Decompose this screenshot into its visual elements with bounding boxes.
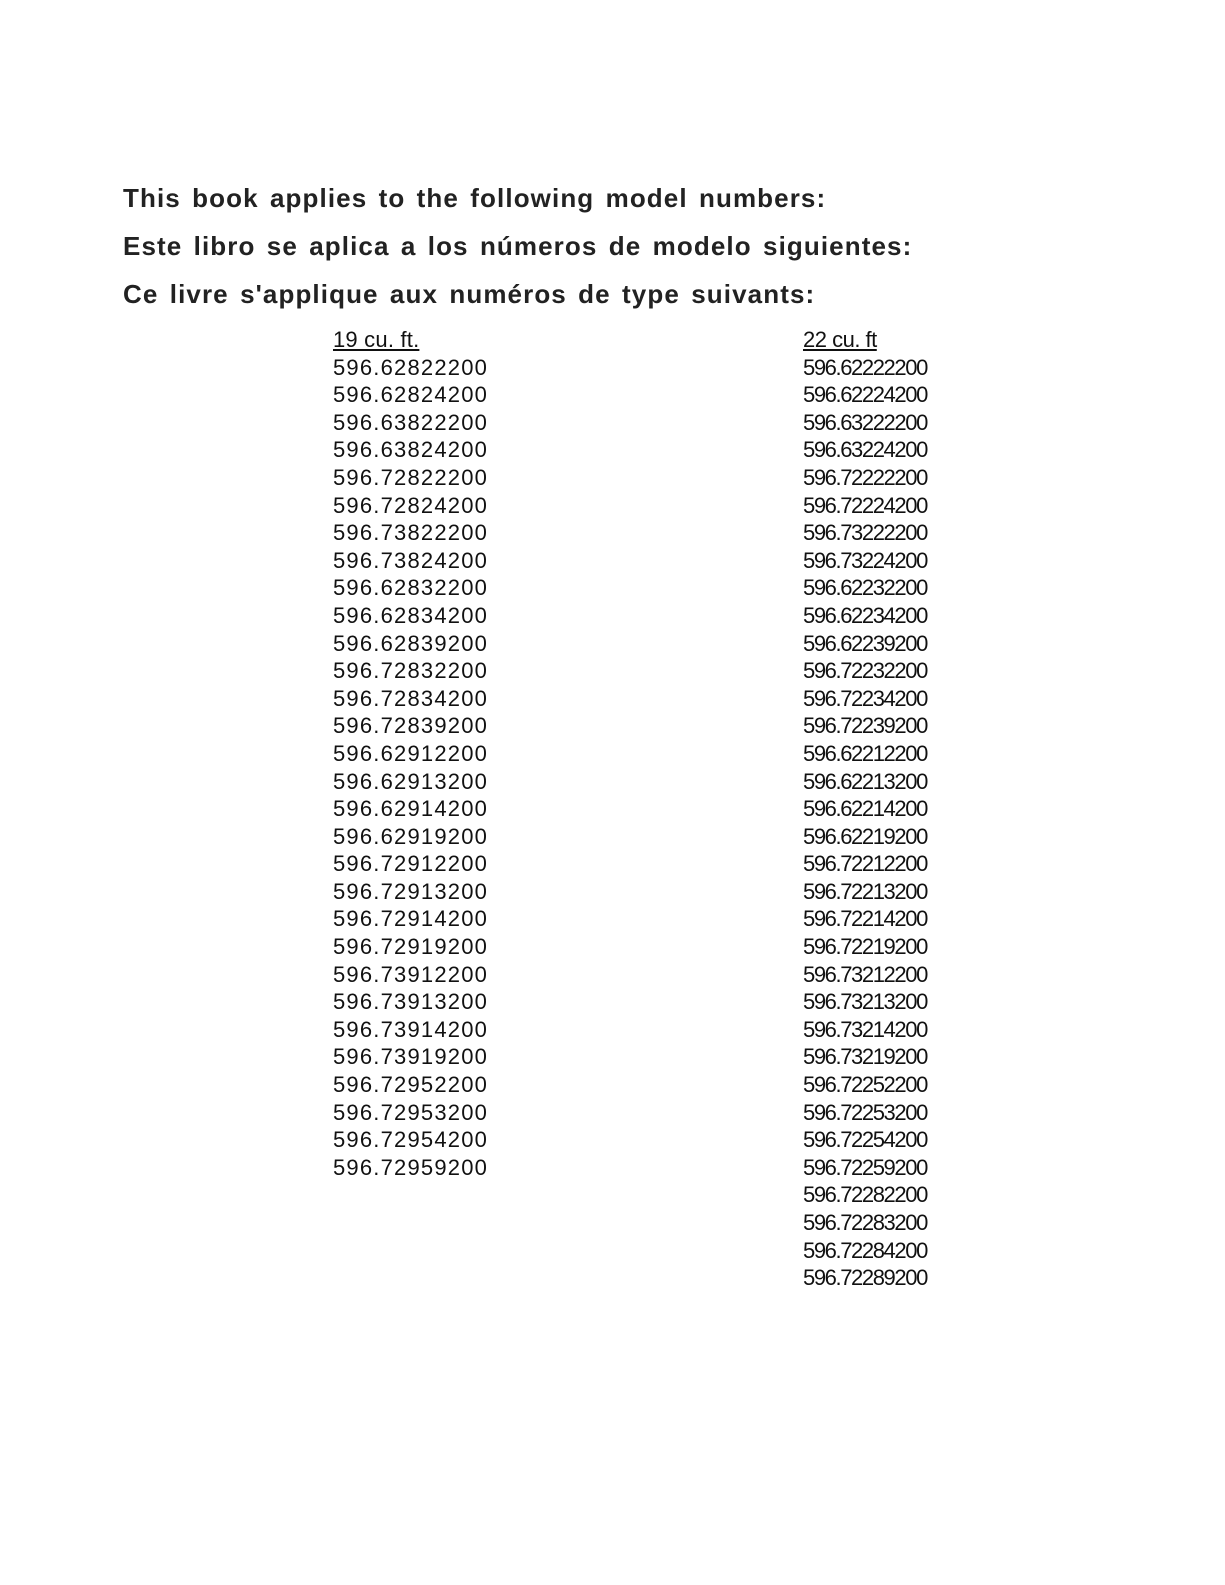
model-number: 596.62832200 (333, 575, 489, 601)
model-number: 596.62234200 (803, 602, 927, 628)
model-number: 596.73912200 (333, 961, 489, 987)
model-number: 596.72953200 (333, 1099, 489, 1125)
model-number: 596.73213200 (803, 989, 927, 1015)
model-number: 596.72289200 (803, 1265, 927, 1291)
model-number: 596.72224200 (803, 492, 927, 518)
model-number: 596.72212200 (803, 851, 927, 877)
model-number: 596.72283200 (803, 1210, 927, 1235)
model-list-22-cu-ft (803, 354, 1043, 1292)
model-number: 596.62914200 (333, 796, 489, 822)
model-number: 596.72222200 (803, 464, 927, 490)
model-number: 596.72912200 (333, 851, 489, 877)
model-number: 596.62822200 (333, 354, 489, 380)
column-heading-19-cu-ft: 19 cu. ft. (333, 327, 420, 352)
model-number: 596.73219200 (803, 1044, 927, 1070)
model-number: 596.72952200 (333, 1072, 489, 1098)
model-number: 596.73822200 (333, 520, 489, 546)
column-heading-22-cu-ft: 22 cu. ft (803, 327, 877, 352)
model-number: 596.62913200 (333, 768, 489, 794)
model-number: 596.72824200 (333, 492, 489, 518)
model-number: 596.72259200 (803, 1154, 927, 1180)
model-list-19-cu-ft (333, 354, 573, 1182)
model-number: 596.73212200 (803, 961, 927, 987)
model-number: 596.62239200 (803, 630, 927, 656)
model-number: 596.72839200 (333, 713, 489, 739)
model-number: 596.63824200 (333, 437, 489, 463)
model-number: 596.73914200 (333, 1016, 489, 1042)
model-number: 596.72232200 (803, 658, 927, 684)
model-number: 596.72959200 (333, 1154, 489, 1180)
model-number: 596.62232200 (803, 575, 927, 601)
model-number: 596.73214200 (803, 1016, 927, 1042)
model-number: 596.62224200 (803, 382, 927, 408)
model-number: 596.62222200 (803, 354, 927, 380)
heading-block (123, 174, 1123, 318)
model-number: 596.62214200 (803, 796, 927, 822)
model-number: 596.72913200 (333, 878, 489, 904)
model-number: 596.62212200 (803, 740, 927, 766)
model-number: 596.62912200 (333, 740, 489, 766)
heading-french: Ce livre s'applique aux numéros de type suivants: (123, 279, 816, 309)
model-number: 596.72954200 (333, 1127, 489, 1153)
model-number: 596.72914200 (333, 906, 489, 932)
column-22-cu-ft (803, 326, 1043, 1292)
column-19-cu-ft (333, 326, 573, 1181)
model-number: 596.62824200 (333, 382, 489, 408)
model-number: 596.63224200 (803, 437, 927, 463)
model-number: 596.72219200 (803, 934, 927, 960)
model-number: 596.72252200 (803, 1072, 927, 1098)
heading-spanish: Este libro se aplica a los números de modelo siguientes: (123, 231, 913, 261)
model-number: 596.72282200 (803, 1182, 927, 1208)
model-number: 596.73824200 (333, 547, 489, 573)
model-number: 596.73224200 (803, 547, 927, 573)
model-number: 596.63822200 (333, 409, 489, 435)
model-number: 596.72822200 (333, 464, 489, 490)
model-number: 596.72253200 (803, 1099, 927, 1125)
model-number: 596.62919200 (333, 823, 489, 849)
model-number: 596.73919200 (333, 1044, 489, 1070)
model-number: 596.62839200 (333, 630, 489, 656)
model-number: 596.72919200 (333, 934, 489, 960)
model-number: 596.72234200 (803, 685, 927, 711)
model-number: 596.73222200 (803, 520, 927, 546)
model-number: 596.72284200 (803, 1237, 927, 1263)
model-number: 596.72213200 (803, 878, 927, 904)
model-number: 596.62219200 (803, 823, 927, 849)
model-number: 596.63222200 (803, 409, 927, 435)
model-number: 596.72254200 (803, 1127, 927, 1153)
model-number: 596.73913200 (333, 989, 489, 1015)
model-number: 596.72834200 (333, 685, 489, 711)
model-number: 596.72214200 (803, 906, 927, 932)
model-number: 596.72239200 (803, 713, 927, 739)
model-number: 596.62834200 (333, 602, 489, 628)
model-number: 596.72832200 (333, 658, 489, 684)
heading-english: This book applies to the following model numbers: (123, 183, 827, 213)
model-number: 596.62213200 (803, 768, 927, 794)
